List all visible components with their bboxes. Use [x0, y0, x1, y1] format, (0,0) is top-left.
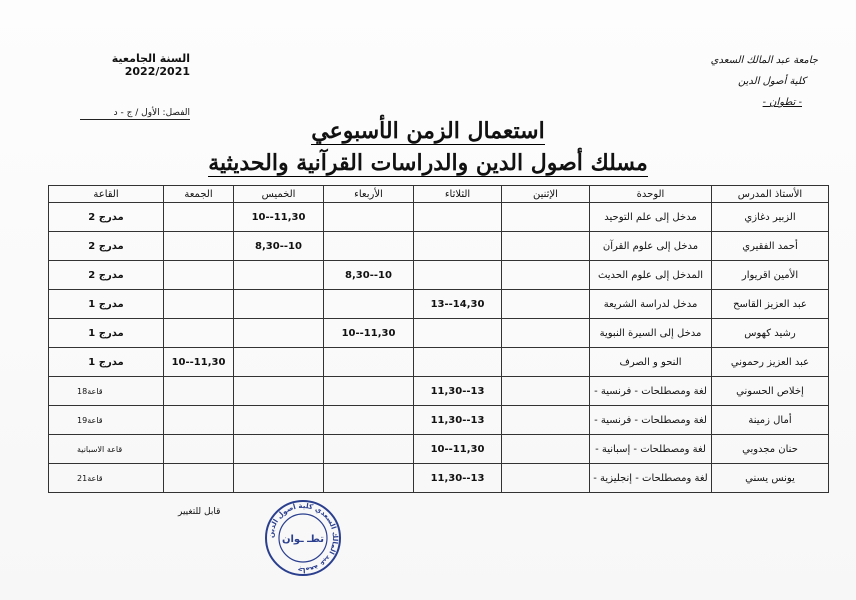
course-cell: مدخل إلى السيرة النبوية [590, 319, 712, 348]
teacher-cell: الزبير دغازي [712, 203, 829, 232]
course-cell: المدخل إلى علوم الحديث [590, 261, 712, 290]
table-row [49, 348, 829, 377]
friday-cell [164, 203, 234, 232]
monday-cell [502, 261, 590, 290]
header-left [60, 52, 190, 120]
table-row [49, 319, 829, 348]
teacher-cell: الأمين اقريوار [712, 261, 829, 290]
main-title [0, 118, 856, 144]
wednesday-cell [324, 377, 414, 406]
tuesday-cell [414, 232, 502, 261]
hall-cell: قاعة الاسبانية [49, 435, 164, 464]
thursday-cell [234, 377, 324, 406]
course-cell: لغة ومصطلحات - فرنسية - [590, 377, 712, 406]
teacher-cell: عبد العزيز رحموني [712, 348, 829, 377]
table-row [49, 377, 829, 406]
teacher-cell: أمال زمينة [712, 406, 829, 435]
thursday-cell [234, 261, 324, 290]
monday-cell [502, 464, 590, 493]
monday-cell [502, 203, 590, 232]
wednesday-cell [324, 348, 414, 377]
course-cell: مدخل إلى علوم القرآن [590, 232, 712, 261]
thursday-cell [234, 406, 324, 435]
table-row [49, 406, 829, 435]
hall-cell: قاعة18 [49, 377, 164, 406]
hall-cell: مدرج 2 [49, 261, 164, 290]
hall-cell: قاعة19 [49, 406, 164, 435]
friday-cell [164, 464, 234, 493]
monday-cell [502, 348, 590, 377]
thursday-cell [234, 435, 324, 464]
change-note: قابل للتغيير [178, 507, 221, 517]
tuesday-cell [414, 261, 502, 290]
tuesday-cell: 11,30--13 [414, 406, 502, 435]
friday-cell [164, 406, 234, 435]
friday-cell [164, 435, 234, 464]
wednesday-cell [324, 203, 414, 232]
column-header-monday: الإثنين [502, 186, 590, 203]
table-row [49, 290, 829, 319]
hall-cell: قاعة21 [49, 464, 164, 493]
thursday-cell [234, 348, 324, 377]
teacher-cell: حنان مجدوبي [712, 435, 829, 464]
teacher-cell: رشيد كهوس [712, 319, 829, 348]
table-row [49, 203, 829, 232]
university-stamp [263, 498, 343, 578]
column-header-thursday: الخميس [234, 186, 324, 203]
friday-cell [164, 377, 234, 406]
hall-cell: مدرج 1 [49, 319, 164, 348]
tuesday-cell: 11,30--13 [414, 377, 502, 406]
friday-cell [164, 290, 234, 319]
wednesday-cell [324, 464, 414, 493]
monday-cell [502, 377, 590, 406]
column-header-course: الوحدة [590, 186, 712, 203]
table-row [49, 464, 829, 493]
teacher-cell: أحمد الفقيري [712, 232, 829, 261]
hall-cell: مدرج 1 [49, 290, 164, 319]
thursday-cell: 10--11,30 [234, 203, 324, 232]
column-header-tuesday: الثلاثاء [414, 186, 502, 203]
table-row [49, 232, 829, 261]
column-header-teacher: الأستاذ المدرس [712, 186, 829, 203]
course-cell: لغة ومصطلحات - إسبانية - [590, 435, 712, 464]
column-header-friday: الجمعة [164, 186, 234, 203]
teacher-cell: عبد العزيز القاسح [712, 290, 829, 319]
academic-year: السنة الجامعية 2022/2021 [111, 52, 190, 78]
tuesday-cell: 10--11,30 [414, 435, 502, 464]
course-cell: النحو و الصرف [590, 348, 712, 377]
friday-cell [164, 232, 234, 261]
stamp-ring-text: جامعة عبد المالك السعدي كلية أصول الدين [266, 501, 340, 575]
main-title-text: استعمال الزمن الأسبوعي [311, 118, 545, 144]
hall-cell: مدرج 1 [49, 348, 164, 377]
semester-label: الفصل: الأول / ج - د [80, 108, 190, 120]
friday-cell [164, 261, 234, 290]
wednesday-cell: 8,30--10 [324, 261, 414, 290]
wednesday-cell [324, 435, 414, 464]
friday-cell: 10--11,30 [164, 348, 234, 377]
table-row [49, 435, 829, 464]
wednesday-cell [324, 232, 414, 261]
table-row [49, 261, 829, 290]
course-cell: لغة ومصطلحات - إنجليزية - [590, 464, 712, 493]
course-cell: لغة ومصطلحات - فرنسية - [590, 406, 712, 435]
monday-cell [502, 435, 590, 464]
course-cell: مدخل إلى علم التوحيد [590, 203, 712, 232]
monday-cell [502, 319, 590, 348]
tuesday-cell [414, 319, 502, 348]
tuesday-cell: 11,30--13 [414, 464, 502, 493]
thursday-cell [234, 464, 324, 493]
tuesday-cell: 13--14,30 [414, 290, 502, 319]
thursday-cell [234, 290, 324, 319]
table-header-row [49, 186, 829, 203]
column-header-hall: القاعة [49, 186, 164, 203]
course-cell: مدخل لدراسة الشريعة [590, 290, 712, 319]
wednesday-cell [324, 406, 414, 435]
header-right [711, 50, 818, 113]
column-header-wednesday: الأربعاء [324, 186, 414, 203]
teacher-cell: إخلاص الحسوني [712, 377, 829, 406]
thursday-cell [234, 319, 324, 348]
thursday-cell: 8,30--10 [234, 232, 324, 261]
wednesday-cell [324, 290, 414, 319]
hall-cell: مدرج 2 [49, 203, 164, 232]
program-title [0, 150, 856, 176]
friday-cell [164, 319, 234, 348]
monday-cell [502, 406, 590, 435]
monday-cell [502, 290, 590, 319]
university-name: جامعة عبد المالك السعدي [710, 55, 818, 66]
tuesday-cell [414, 203, 502, 232]
stamp-center-text: تطـ ـوان [281, 534, 325, 545]
faculty-name: كلية أصول الدين [738, 76, 806, 87]
city-name: - تطوان - [762, 97, 802, 108]
tuesday-cell [414, 348, 502, 377]
program-title-text: مسلك أصول الدين والدراسات القرآنية والحديثية [208, 150, 648, 176]
teacher-cell: يونس يسني [712, 464, 829, 493]
wednesday-cell: 10--11,30 [324, 319, 414, 348]
schedule-table [48, 185, 829, 493]
hall-cell: مدرج 2 [49, 232, 164, 261]
monday-cell [502, 232, 590, 261]
